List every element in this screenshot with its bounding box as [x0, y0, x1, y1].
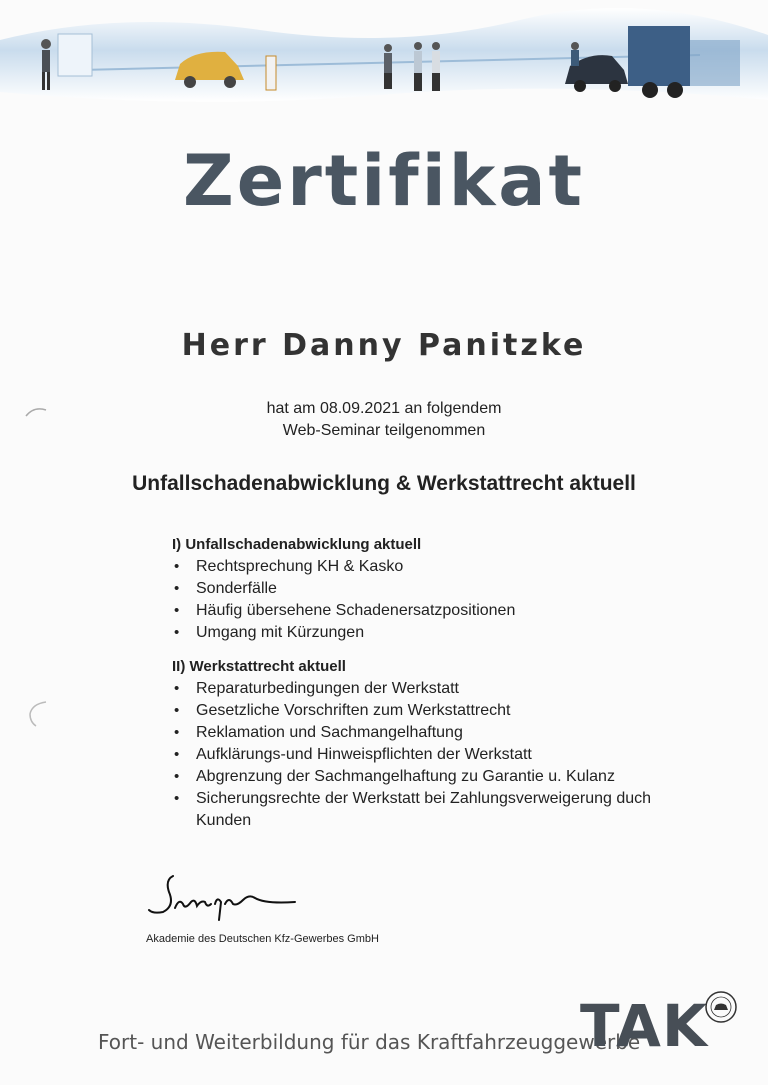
tak-logo — [580, 990, 740, 1060]
logo-text: TAK — [580, 992, 708, 1060]
section-accident-claims — [172, 534, 732, 644]
topic-list — [172, 556, 732, 644]
list-item: • Reklamation und Sachmangelhaftung — [172, 722, 732, 744]
punch-hole-mark — [24, 404, 48, 418]
punch-hole-mark — [26, 700, 50, 728]
seal-icon — [704, 990, 738, 1024]
topics-content — [172, 534, 732, 832]
intro-line-1: hat am 08.09.2021 an folgendem — [266, 400, 502, 417]
intro-text — [0, 398, 768, 442]
list-item: • Abgrenzung der Sachmangelhaftung zu Garantie u. Kulanz — [172, 766, 732, 788]
footer-tagline: Fort- und Weiterbildung für das Kraftfahrzeuggewerbe — [98, 1030, 641, 1054]
section-heading: II) Werkstattrecht aktuell — [172, 658, 346, 675]
list-item: • Sonderfälle — [172, 578, 732, 600]
recipient-name: Herr Danny Panitzke — [181, 328, 587, 363]
list-item: • Umgang mit Kürzungen — [172, 622, 732, 644]
section-heading: I) Unfallschadenabwicklung aktuell — [172, 536, 422, 553]
certificate-title: Zertifikat — [183, 140, 585, 222]
topic-list — [172, 678, 732, 832]
header-banner-illustration — [0, 0, 768, 112]
list-item: • Gesetzliche Vorschriften zum Werkstattrecht — [172, 700, 732, 722]
intro-line-2: Web-Seminar teilgenommen — [282, 422, 486, 439]
list-item: • Reparaturbedingungen der Werkstatt — [172, 678, 732, 700]
signature — [145, 868, 305, 928]
list-item: • Aufklärungs-und Hinweispflichten der Werkstatt — [172, 744, 732, 766]
list-item: • Rechtsprechung KH & Kasko — [172, 556, 732, 578]
organization-name: Akademie des Deutschen Kfz-Gewerbes GmbH — [146, 933, 379, 945]
list-item: • Sicherungsrechte der Werkstatt bei Zahlungsverweigerung duch Kunden — [172, 788, 676, 832]
list-item: • Häufig übersehene Schadenersatzpositionen — [172, 600, 732, 622]
course-title: Unfallschadenabwicklung & Werkstattrecht aktuell — [132, 472, 636, 495]
section-workshop-law — [172, 656, 732, 832]
